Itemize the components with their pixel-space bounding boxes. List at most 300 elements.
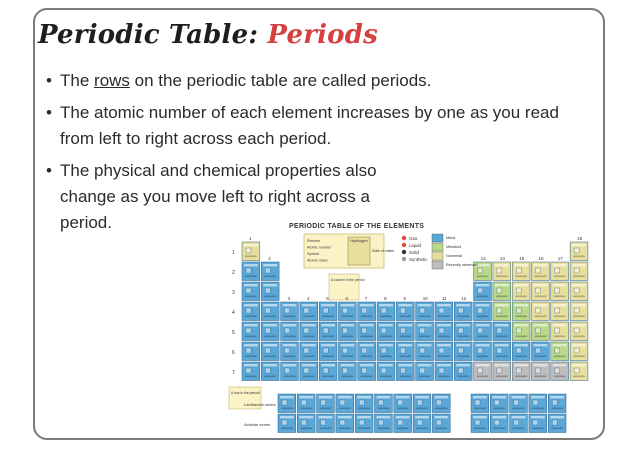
cell-mass-line xyxy=(515,316,527,318)
element-cell xyxy=(336,394,354,413)
cell-mass-line xyxy=(573,276,585,278)
cell-mass-line xyxy=(496,356,508,358)
cell-mass-line xyxy=(284,376,296,378)
cell-name-line xyxy=(360,324,374,326)
element-cell xyxy=(358,322,376,341)
bullet-text-post: on the periodic table are called periods. xyxy=(129,71,432,90)
cell-mass-line xyxy=(358,428,370,430)
cell-mass-line xyxy=(477,356,489,358)
element-cell xyxy=(512,322,530,341)
cell-name-line xyxy=(434,396,448,398)
element-cell xyxy=(493,342,511,361)
cell-name-line xyxy=(379,324,393,326)
cell-mass-line xyxy=(493,428,505,430)
cell-mass-line xyxy=(513,408,525,410)
element-cell xyxy=(551,322,569,341)
cell-name-line xyxy=(244,244,258,246)
cell-mass-line xyxy=(457,376,469,378)
cell-symbol xyxy=(340,420,345,425)
cell-mass-line xyxy=(535,336,547,338)
group-number: 6 xyxy=(345,296,349,301)
cell-mass-line xyxy=(264,276,276,278)
element-cell xyxy=(336,414,354,433)
legend-state-label: Gas xyxy=(409,236,418,241)
cell-name-line xyxy=(476,264,490,266)
cell-symbol xyxy=(536,288,541,293)
cell-symbol xyxy=(555,288,560,293)
bullet-text-pre: The xyxy=(60,71,95,90)
cell-name-line xyxy=(244,284,258,286)
element-cell xyxy=(435,342,453,361)
element-cell xyxy=(529,414,547,433)
cell-mass-line xyxy=(320,408,332,410)
element-cell xyxy=(532,262,550,281)
element-cell xyxy=(319,342,337,361)
cell-name-line xyxy=(360,364,374,366)
cell-symbol xyxy=(246,348,251,353)
cell-symbol xyxy=(458,308,463,313)
element-cell xyxy=(454,362,472,381)
cell-name-line xyxy=(244,304,258,306)
element-cell xyxy=(570,322,588,341)
cell-mass-line xyxy=(515,276,527,278)
cell-name-line xyxy=(379,364,393,366)
cell-symbol xyxy=(304,308,309,313)
cell-symbol xyxy=(514,420,519,425)
cell-name-line xyxy=(379,344,393,346)
period-number: 5 xyxy=(232,330,235,336)
cell-symbol xyxy=(398,400,403,405)
legend-state-label: Synthetic xyxy=(409,257,428,262)
element-cell xyxy=(474,322,492,341)
key-state-label: State of matter xyxy=(372,249,395,253)
cell-symbol xyxy=(359,400,364,405)
cell-name-line xyxy=(341,324,355,326)
cell-name-line xyxy=(437,304,451,306)
cell-mass-line xyxy=(397,428,409,430)
cell-mass-line xyxy=(245,256,257,258)
cell-mass-line xyxy=(435,408,447,410)
cell-symbol xyxy=(246,368,251,373)
cell-name-line xyxy=(553,344,567,346)
legend-state-label: Liquid xyxy=(409,243,422,248)
cell-symbol xyxy=(497,348,502,353)
group-number: 13 xyxy=(480,256,486,261)
element-cell xyxy=(570,242,588,261)
cell-symbol xyxy=(458,328,463,333)
cell-symbol xyxy=(497,328,502,333)
cell-symbol xyxy=(420,328,425,333)
cell-mass-line xyxy=(535,376,547,378)
cell-mass-line xyxy=(397,408,409,410)
element-cell xyxy=(377,362,395,381)
cell-name-line xyxy=(299,396,313,398)
cell-symbol xyxy=(362,308,367,313)
legend-type-label: Nonmetal xyxy=(446,254,463,258)
element-cell xyxy=(281,322,299,341)
cell-name-line xyxy=(357,396,371,398)
cell-name-line xyxy=(572,284,586,286)
cell-name-line xyxy=(398,324,412,326)
cell-name-line xyxy=(437,324,451,326)
cell-mass-line xyxy=(535,276,547,278)
cell-mass-line xyxy=(342,356,354,358)
cell-mass-line xyxy=(322,316,334,318)
cell-symbol xyxy=(574,248,579,253)
cell-symbol xyxy=(574,348,579,353)
cell-mass-line xyxy=(361,356,373,358)
cell-name-line xyxy=(495,324,509,326)
cell-mass-line xyxy=(399,376,411,378)
cell-symbol xyxy=(536,348,541,353)
cell-mass-line xyxy=(303,316,315,318)
cell-name-line xyxy=(302,324,316,326)
cell-mass-line xyxy=(419,336,431,338)
element-cell xyxy=(281,302,299,321)
cell-symbol xyxy=(574,308,579,313)
group-number: 9 xyxy=(403,296,406,301)
cell-symbol xyxy=(533,420,538,425)
element-cell xyxy=(512,342,530,361)
cell-mass-line xyxy=(342,336,354,338)
element-cell xyxy=(242,282,260,301)
element-cell xyxy=(454,302,472,321)
cell-name-line xyxy=(572,344,586,346)
element-cell xyxy=(242,322,260,341)
element-cell xyxy=(396,342,414,361)
cell-name-line xyxy=(341,344,355,346)
element-cell xyxy=(493,302,511,321)
cell-mass-line xyxy=(535,356,547,358)
cell-symbol xyxy=(285,328,290,333)
cell-mass-line xyxy=(477,376,489,378)
cell-symbol xyxy=(574,288,579,293)
element-cell xyxy=(339,362,357,381)
element-cell xyxy=(413,414,431,433)
element-cell xyxy=(551,282,569,301)
cell-symbol xyxy=(439,368,444,373)
element-cell xyxy=(416,342,434,361)
element-cell xyxy=(551,302,569,321)
cell-mass-line xyxy=(554,276,566,278)
cell-symbol xyxy=(301,420,306,425)
cell-name-line xyxy=(514,364,528,366)
element-cell xyxy=(377,302,395,321)
cell-name-line xyxy=(377,396,391,398)
key-label: Element xyxy=(307,239,321,243)
cell-mass-line xyxy=(438,316,450,318)
cell-symbol xyxy=(304,348,309,353)
group-number: 18 xyxy=(577,236,583,241)
legend-state-marker xyxy=(402,250,406,254)
cell-mass-line xyxy=(419,316,431,318)
cell-symbol xyxy=(417,400,422,405)
cell-name-line xyxy=(514,324,528,326)
cell-symbol xyxy=(536,328,541,333)
cell-name-line xyxy=(534,284,548,286)
cell-symbol xyxy=(516,288,521,293)
element-cell xyxy=(413,394,431,413)
element-cell xyxy=(355,394,373,413)
cell-name-line xyxy=(534,344,548,346)
group-number: 5 xyxy=(326,296,329,301)
element-cell xyxy=(570,302,588,321)
cell-symbol xyxy=(379,420,384,425)
element-cell xyxy=(570,342,588,361)
cell-mass-line xyxy=(284,356,296,358)
cell-mass-line xyxy=(245,296,257,298)
cell-name-line xyxy=(456,304,470,306)
cell-symbol xyxy=(420,308,425,313)
cell-name-line xyxy=(299,416,313,418)
element-cell xyxy=(242,342,260,361)
cell-symbol xyxy=(343,348,348,353)
cell-symbol xyxy=(246,328,251,333)
cell-mass-line xyxy=(245,336,257,338)
cell-mass-line xyxy=(474,408,486,410)
cell-mass-line xyxy=(554,376,566,378)
cell-name-line xyxy=(476,344,490,346)
title-part2: Periods xyxy=(267,20,378,50)
cell-name-line xyxy=(321,304,335,306)
legend-type-swatch xyxy=(432,243,443,251)
cell-name-line xyxy=(553,284,567,286)
bullet-text: The atomic number of each element increases by one as you read from left to right across each period. xyxy=(60,103,559,148)
cell-mass-line xyxy=(573,356,585,358)
cell-name-line xyxy=(495,264,509,266)
cell-mass-line xyxy=(264,296,276,298)
element-cell xyxy=(358,342,376,361)
cell-mass-line xyxy=(477,316,489,318)
element-cell xyxy=(339,302,357,321)
cell-symbol xyxy=(536,308,541,313)
cell-mass-line xyxy=(245,376,257,378)
cell-symbol xyxy=(285,308,290,313)
cell-name-line xyxy=(418,304,432,306)
legend-type-swatch xyxy=(432,252,443,260)
cell-mass-line xyxy=(554,336,566,338)
callout-period-text: A row in the periodi xyxy=(231,391,260,395)
cell-mass-line xyxy=(573,316,585,318)
cell-symbol xyxy=(439,308,444,313)
key-label: Atomic number xyxy=(307,245,332,250)
element-cell xyxy=(493,262,511,281)
element-cell xyxy=(570,362,588,381)
legend-state-marker xyxy=(402,257,406,261)
group-number: 10 xyxy=(422,296,428,301)
cell-name-line xyxy=(283,324,297,326)
element-cell xyxy=(396,322,414,341)
cell-name-line xyxy=(396,396,410,398)
cell-symbol xyxy=(379,400,384,405)
element-cell xyxy=(394,394,412,413)
cell-name-line xyxy=(280,416,294,418)
cell-name-line xyxy=(495,304,509,306)
cell-symbol xyxy=(304,368,309,373)
cell-mass-line xyxy=(457,316,469,318)
cell-mass-line xyxy=(264,356,276,358)
element-cell xyxy=(454,322,472,341)
element-cell xyxy=(300,362,318,381)
element-cell xyxy=(471,394,489,413)
cell-mass-line xyxy=(554,356,566,358)
cell-symbol xyxy=(285,368,290,373)
cell-symbol xyxy=(321,420,326,425)
cell-name-line xyxy=(534,324,548,326)
element-cell xyxy=(242,262,260,281)
group-number: 16 xyxy=(538,256,544,261)
cell-name-line xyxy=(263,284,277,286)
cell-symbol xyxy=(478,288,483,293)
cell-mass-line xyxy=(438,336,450,338)
cell-mass-line xyxy=(515,336,527,338)
element-cell xyxy=(358,362,376,381)
cell-name-line xyxy=(456,364,470,366)
legend-state-marker xyxy=(402,236,406,240)
cell-mass-line xyxy=(515,356,527,358)
cell-name-line xyxy=(512,396,526,398)
element-cell xyxy=(474,362,492,381)
key-label: Atomic mass xyxy=(307,258,328,263)
cell-name-line xyxy=(437,344,451,346)
legend-state-marker xyxy=(402,243,406,247)
element-cell xyxy=(532,362,550,381)
element-cell xyxy=(435,362,453,381)
cell-mass-line xyxy=(380,376,392,378)
cell-name-line xyxy=(514,284,528,286)
cell-mass-line xyxy=(380,336,392,338)
cell-mass-line xyxy=(457,336,469,338)
group-number: 14 xyxy=(499,256,505,261)
element-cell xyxy=(319,322,337,341)
element-cell xyxy=(261,322,279,341)
cell-symbol xyxy=(494,420,499,425)
cell-symbol xyxy=(323,308,328,313)
cell-name-line xyxy=(456,344,470,346)
legend-type-label: Recently observed xyxy=(446,263,478,267)
legend xyxy=(402,234,478,269)
element-cell xyxy=(532,342,550,361)
cell-symbol xyxy=(381,308,386,313)
cell-symbol xyxy=(362,348,367,353)
period-number: 1 xyxy=(232,250,235,256)
cell-symbol xyxy=(381,328,386,333)
element-cell xyxy=(493,322,511,341)
cell-symbol xyxy=(323,368,328,373)
cell-mass-line xyxy=(532,428,544,430)
cell-mass-line xyxy=(284,336,296,338)
cell-name-line xyxy=(572,304,586,306)
cell-mass-line xyxy=(457,356,469,358)
cell-symbol xyxy=(362,328,367,333)
element-cell xyxy=(435,302,453,321)
group-number: 8 xyxy=(384,296,387,301)
cell-name-line xyxy=(456,324,470,326)
cell-name-line xyxy=(283,304,297,306)
cell-symbol xyxy=(574,268,579,273)
cell-symbol xyxy=(340,400,345,405)
cell-mass-line xyxy=(416,408,428,410)
cell-symbol xyxy=(265,288,270,293)
element-cell xyxy=(375,394,393,413)
cell-mass-line xyxy=(300,428,312,430)
cell-name-line xyxy=(319,416,333,418)
element-cell xyxy=(396,302,414,321)
cell-mass-line xyxy=(419,376,431,378)
element-cell xyxy=(432,394,450,413)
element-cell xyxy=(490,414,508,433)
period-number: 4 xyxy=(232,310,235,316)
cell-name-line xyxy=(476,304,490,306)
cell-symbol xyxy=(478,348,483,353)
cell-name-line xyxy=(341,364,355,366)
cell-symbol xyxy=(400,348,405,353)
cell-name-line xyxy=(319,396,333,398)
periodic-table-figure xyxy=(226,226,598,438)
cell-mass-line xyxy=(532,408,544,410)
cell-name-line xyxy=(398,304,412,306)
element-cell xyxy=(261,342,279,361)
cell-name-line xyxy=(531,396,545,398)
element-cell xyxy=(471,414,489,433)
element-cell xyxy=(532,322,550,341)
cell-mass-line xyxy=(342,376,354,378)
cell-mass-line xyxy=(477,296,489,298)
cell-name-line xyxy=(495,344,509,346)
cell-mass-line xyxy=(358,408,370,410)
cell-mass-line xyxy=(513,428,525,430)
element-cell xyxy=(493,362,511,381)
cell-symbol xyxy=(417,420,422,425)
cell-mass-line xyxy=(399,316,411,318)
element-cell xyxy=(261,362,279,381)
cell-symbol xyxy=(516,328,521,333)
cell-symbol xyxy=(420,368,425,373)
cell-name-line xyxy=(280,396,294,398)
cell-symbol xyxy=(439,328,444,333)
element-cell xyxy=(493,282,511,301)
cell-name-line xyxy=(398,344,412,346)
cell-name-line xyxy=(553,264,567,266)
cell-name-line xyxy=(512,416,526,418)
cell-mass-line xyxy=(245,356,257,358)
cell-name-line xyxy=(244,324,258,326)
cell-mass-line xyxy=(515,376,527,378)
cell-mass-line xyxy=(493,408,505,410)
cell-mass-line xyxy=(551,428,563,430)
cell-symbol xyxy=(265,348,270,353)
cell-mass-line xyxy=(342,316,354,318)
cell-name-line xyxy=(553,304,567,306)
group-number: 17 xyxy=(557,256,563,261)
cell-symbol xyxy=(265,368,270,373)
cell-symbol xyxy=(436,420,441,425)
element-cell xyxy=(512,362,530,381)
cell-name-line xyxy=(321,364,335,366)
cell-name-line xyxy=(321,344,335,346)
cell-mass-line xyxy=(281,428,293,430)
cell-symbol xyxy=(400,308,405,313)
cell-symbol xyxy=(381,368,386,373)
element-cell xyxy=(358,302,376,321)
cell-name-line xyxy=(396,416,410,418)
element-cell xyxy=(570,262,588,281)
slide-title xyxy=(38,20,378,50)
cell-mass-line xyxy=(322,376,334,378)
cell-symbol xyxy=(362,368,367,373)
element-cell xyxy=(261,282,279,301)
cell-mass-line xyxy=(438,356,450,358)
